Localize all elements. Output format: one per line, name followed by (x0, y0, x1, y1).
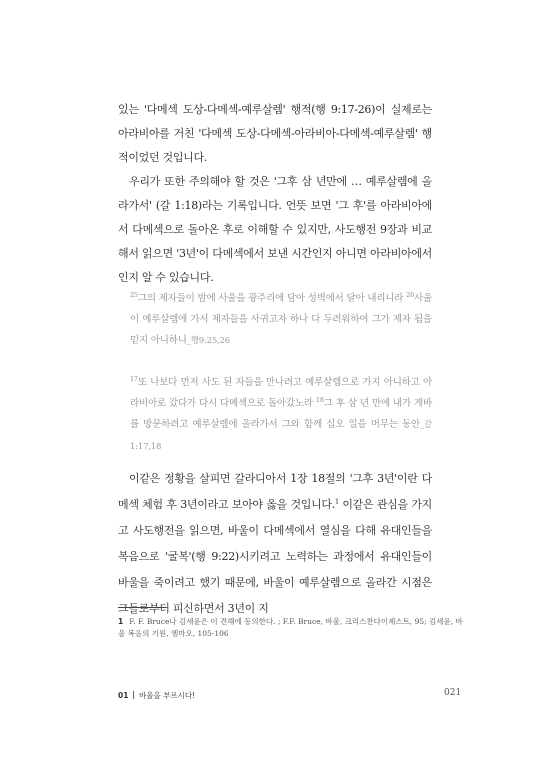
footnote-divider (118, 607, 166, 608)
page-number: 021 (444, 688, 462, 698)
footnote (118, 616, 464, 640)
footnote-marker: 1 (334, 497, 339, 506)
quote-text: 또 나보다 먼저 사도 된 자들을 만나려고 예루살렘으로 가지 아니하고 아라비아로 갔다가 다시 다메섹으로 돌아갔노라 (130, 377, 432, 409)
paragraph-text: 이같은 관심을 가지고 사도행전을 읽으면, 바울이 다메섹에서 열심을 다해 유대인들을 복음으로 '굴복'(행 9:22)시키려고 노력하는 과정에서 유대인들이 바울을 죽이려고 했기 때문에, 바울이 예루살렘으로 올라간 시점은 그들로부터 피신하면서 3년이 지 (118, 498, 432, 615)
verse-number: 17 (130, 374, 138, 383)
scripture-quote-1 (130, 288, 432, 352)
running-footer (118, 690, 195, 701)
chapter-number: 01 (118, 691, 129, 700)
quote-text: 그 후 삼 년 만에 내가 게바를 방문하려고 예루살렘에 올라가서 그와 함께 십오 일을 머무는 동안 (130, 398, 432, 430)
body-paragraph-2: 우리가 또한 주의해야 할 것은 '그후 삼 년만에 … 예루살렘에 올라가서' (갈 1:18)라는 기록입니다. 언뜻 보면 '그 후'를 아라비아에서 다메섹으로 돌아온 후로 이해할 수 있지만, 사도행전 9장과 비교해서 읽으면 '3년'이 다메섹에서 보낸 시간인지 아니면 아라비아에서인지 알 수 있습니다. (118, 175, 432, 284)
paragraph-text: 이같은 정황을 살피면 갈라디아서 1장 18절의 '그후 3년'이란 다메섹 체험 후 3년이라고 보아야 옳을 것입니다. (118, 472, 432, 511)
scripture-quote-2 (130, 372, 432, 458)
body-paragraph-3 (118, 466, 432, 622)
scripture-reference: _갈 1:17,18 (130, 420, 432, 452)
quote-text: 그의 제자들이 밤에 사울을 광주리에 담아 성벽에서 달아 내리니라 (137, 293, 407, 304)
footnote-number: 1 (118, 617, 124, 626)
quote-text: 사울이 예루살렘에 가서 제자들을 사귀고자 하나 다 두려워하여 그가 제자 됨을 믿지 아니하니 (130, 293, 432, 346)
chapter-title: 바울을 부르시다! (139, 691, 196, 700)
footnote-text: F. F. Bruce나 김세윤은 이 견해에 동의한다. ; F.F. Bruce, 바울, 크리스찬다이제스트, 95; 김세윤, 바울 복음의 기원, 엠마오, 105-106 (118, 617, 463, 638)
verse-number: 25 (130, 290, 138, 299)
verse-number: 26 (406, 290, 415, 299)
footer-separator (133, 691, 134, 699)
body-paragraph-1: 있는 '다메섹 도상-다메섹-예루살렘' 행적(행 9:17-26)이 실제로는 아라비아를 거친 '다메섹 도상-다메섹-아라비아-다메섹-예루살렘' 행적이었던 것입니다. (118, 103, 432, 164)
verse-number: 18 (315, 395, 324, 404)
scripture-reference: _행9:25,26 (186, 336, 230, 346)
